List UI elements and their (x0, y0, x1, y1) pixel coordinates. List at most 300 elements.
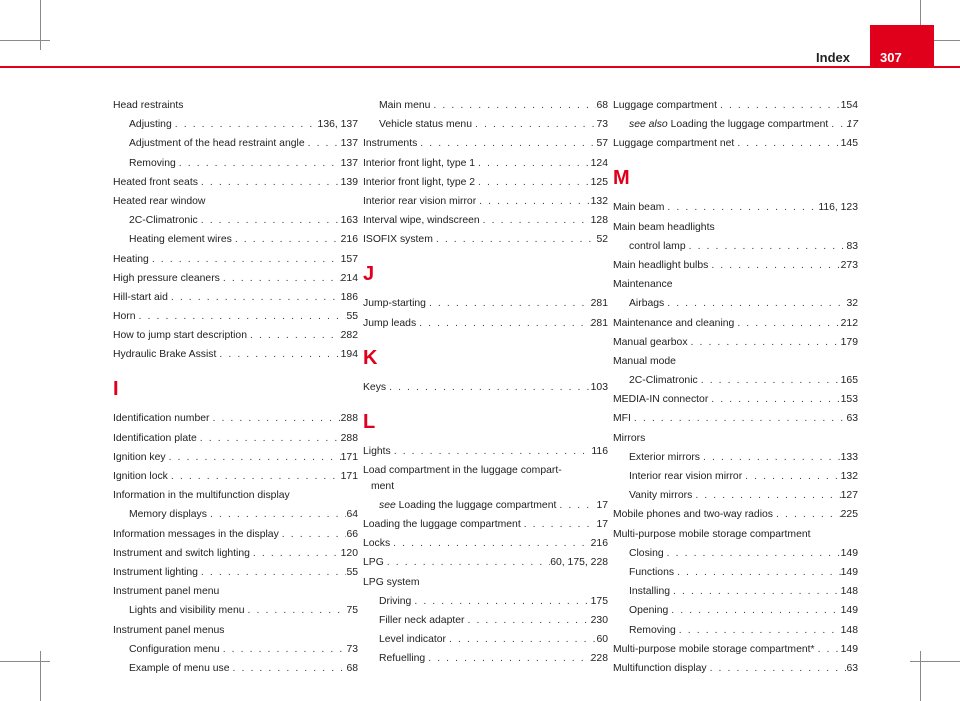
page-reference: 60, 175, 228 (550, 557, 608, 569)
entry-term (613, 316, 734, 332)
dot-leader (197, 431, 341, 447)
dot-leader (417, 136, 596, 152)
header-rule (0, 66, 960, 68)
index-entry (363, 98, 608, 114)
entry-term (613, 335, 688, 351)
entry-term (113, 309, 136, 325)
index-entry (363, 136, 608, 152)
entry-term (129, 156, 176, 172)
entry-term-text: Lights and visibility menu (129, 605, 245, 617)
entry-term-text: Heated front seats (113, 176, 198, 188)
page-reference: 148 (840, 586, 858, 598)
page-reference: 154 (840, 100, 858, 111)
dot-leader (198, 213, 341, 229)
dot-leader (279, 527, 347, 543)
index-entry (113, 328, 358, 344)
dot-leader (416, 316, 591, 332)
entry-term-text: Information messages in the display (113, 528, 279, 540)
entry-term (613, 661, 707, 677)
index-entry (113, 213, 358, 229)
entry-term-text: Adjustment of the head restraint angle (129, 138, 305, 150)
entry-term-text: Vanity mirrors (629, 490, 693, 502)
index-column-1 (113, 98, 358, 680)
entry-term-text: Loading the luggage compartment (363, 519, 521, 531)
entry-term-text: Loading the luggage compartment (398, 499, 557, 511)
page-reference: 165 (840, 375, 858, 387)
page-reference: 124 (590, 157, 608, 169)
dot-leader (166, 450, 341, 466)
index-entry (363, 651, 608, 667)
page-reference: 103 (590, 381, 608, 393)
entry-term (629, 450, 700, 466)
index-entry (363, 555, 608, 571)
entry-term (363, 316, 416, 332)
entry-term-text: Airbags (629, 298, 665, 310)
entry-term-text: ISOFIX system (363, 234, 433, 246)
dot-leader (674, 565, 841, 581)
entry-term (629, 584, 670, 600)
dot-leader (426, 296, 591, 312)
index-heading: Head restraints (113, 100, 184, 111)
dot-leader (425, 651, 590, 667)
dot-leader (664, 296, 846, 312)
entry-term-text: Vehicle status menu (379, 119, 472, 131)
entry-term-text: Jump leads (363, 317, 417, 329)
entry-term (379, 613, 464, 629)
dot-leader (198, 565, 347, 581)
dot-leader (686, 239, 847, 255)
index-entry (113, 290, 358, 306)
entry-term-text: Main menu (379, 100, 431, 111)
crop-mark (0, 661, 50, 662)
index-entry (113, 469, 358, 485)
dot-leader (556, 498, 596, 514)
dot-leader (250, 546, 341, 562)
page-reference: 55 (346, 311, 358, 323)
dot-leader (220, 642, 347, 658)
dot-leader (717, 98, 841, 114)
page-reference: 288 (340, 432, 358, 444)
page-reference: 128 (590, 215, 608, 227)
page-reference: 60 (596, 634, 608, 646)
entry-term-text: control lamp (629, 240, 686, 252)
dot-leader (198, 175, 341, 191)
section-letter: M (613, 167, 630, 190)
page-reference: 120 (340, 547, 358, 559)
entry-term-text: MFI (613, 413, 631, 425)
dot-leader (386, 380, 591, 396)
index-entry (613, 316, 858, 332)
entry-term (629, 603, 668, 619)
entry-term-text: Opening (629, 605, 669, 617)
index-entry (363, 194, 608, 210)
entry-term-text: Refuelling (379, 653, 426, 665)
dot-leader (391, 444, 592, 460)
entry-term (613, 98, 717, 114)
page-reference: 52 (596, 234, 608, 246)
entry-term-text: Lights (363, 445, 391, 457)
dot-leader (708, 392, 840, 408)
page-reference: 225 (840, 509, 858, 521)
page-reference: 175 (590, 595, 608, 607)
index-entry (613, 239, 858, 255)
index-entry (113, 309, 358, 325)
index-heading: Main beam headlights (613, 221, 715, 233)
entry-term (629, 239, 686, 255)
crop-mark (0, 40, 50, 41)
entry-term (629, 373, 698, 389)
index-heading (363, 463, 608, 495)
entry-term (379, 632, 446, 648)
entry-term-text: Jump-starting (363, 298, 426, 310)
entry-term (129, 232, 232, 248)
dot-leader (773, 507, 841, 523)
dot-leader (708, 258, 840, 274)
page-reference: 288 (340, 413, 358, 425)
dot-leader (480, 213, 591, 229)
entry-term-text: Maintenance and cleaning (613, 317, 735, 329)
entry-term (113, 175, 198, 191)
page-reference: 216 (590, 538, 608, 550)
index-entry (363, 517, 608, 533)
index-entry (113, 507, 358, 523)
dot-leader (168, 469, 341, 485)
index-entry (113, 175, 358, 191)
index-entry (363, 175, 608, 191)
entry-term-text: Ignition key (113, 451, 166, 463)
dot-leader (232, 232, 341, 248)
dot-leader (707, 661, 847, 677)
page-reference: 148 (840, 624, 858, 636)
dot-leader (521, 517, 597, 533)
entry-term (113, 565, 198, 581)
dot-leader (670, 584, 841, 600)
section-letter: L (363, 410, 376, 433)
index-entry (113, 527, 358, 543)
index-heading: Manual mode (613, 355, 676, 367)
entry-term (113, 527, 279, 543)
crop-mark (40, 0, 41, 50)
index-entry (113, 546, 358, 562)
dot-leader (149, 252, 341, 268)
entry-term (113, 347, 216, 363)
entry-term-text: Locks (363, 538, 391, 550)
crop-mark (910, 661, 960, 662)
page-reference: 57 (596, 138, 608, 150)
entry-term-text: Configuration menu (129, 643, 220, 655)
entry-term (629, 488, 692, 504)
entry-term (613, 392, 708, 408)
dot-leader (305, 136, 341, 152)
section-letter: J (363, 263, 375, 286)
index-heading-continuation: ment (371, 480, 395, 492)
entry-term (363, 232, 433, 248)
dot-leader (433, 232, 597, 248)
page-reference: 75 (346, 605, 358, 617)
index-entry (113, 156, 358, 172)
index-heading: Heated rear window (113, 195, 206, 207)
index-entry (113, 411, 358, 427)
index-entry (613, 584, 858, 600)
dot-leader (168, 290, 341, 306)
index-heading-line: Load compartment in the luggage compart- (363, 464, 562, 476)
entry-term (129, 117, 172, 133)
dot-leader (411, 594, 590, 610)
dot-leader (698, 373, 841, 389)
index-heading: Information in the multifunction display (113, 490, 290, 502)
dot-leader (664, 200, 818, 216)
index-entry (613, 507, 858, 523)
page-reference: 149 (840, 566, 858, 578)
page-reference: 157 (340, 253, 358, 265)
entry-term (363, 156, 475, 172)
entry-term-text: MEDIA-IN connector (613, 394, 709, 406)
index-entry (363, 594, 608, 610)
entry-term (363, 194, 476, 210)
index-entry (113, 565, 358, 581)
page-reference: 273 (840, 259, 858, 271)
dot-leader (464, 613, 590, 629)
entry-term-text: Hydraulic Brake Assist (113, 349, 217, 361)
index-entry (613, 296, 858, 312)
page-reference: 17 (846, 119, 858, 131)
index-entry (113, 347, 358, 363)
entry-term (613, 642, 815, 658)
entry-term-text: Multi-purpose mobile storage compartment* (613, 643, 815, 655)
entry-term-text: Installing (629, 586, 671, 598)
entry-term-text: Instrument lighting (113, 566, 198, 578)
entry-term (113, 328, 247, 344)
dot-leader (734, 136, 840, 152)
dot-leader (446, 632, 596, 648)
index-entry (363, 536, 608, 552)
index-heading: Mirrors (613, 432, 646, 444)
page-reference: 139 (340, 176, 358, 188)
page-reference: 186 (340, 291, 358, 303)
entry-term-text: Interior rear vision mirror (629, 471, 743, 482)
entry-term-text: Interval wipe, windscreen (363, 215, 480, 227)
entry-term-text: Identification plate (113, 432, 197, 444)
page-reference: 116, 123 (818, 202, 858, 214)
dot-leader (475, 175, 591, 191)
entry-term (613, 200, 664, 216)
entry-term (363, 296, 426, 312)
entry-term (363, 175, 475, 191)
index-entry (613, 335, 858, 351)
see-reference: see (379, 499, 396, 511)
index-entry (613, 450, 858, 466)
dot-leader (247, 328, 341, 344)
index-heading: Instrument panel menu (113, 586, 220, 598)
page-reference: 127 (840, 490, 858, 502)
page-reference: 63 (846, 662, 858, 674)
entry-term-text: Heating (113, 253, 149, 265)
entry-term (629, 469, 742, 485)
dot-leader (172, 117, 318, 133)
index-heading: Maintenance (613, 279, 673, 291)
entry-term-text: How to jump start description (113, 330, 247, 342)
page-number: 307 (880, 50, 902, 65)
page-reference: 171 (340, 451, 358, 463)
dot-leader (475, 156, 591, 172)
page-reference: 194 (340, 349, 358, 361)
entry-term (129, 642, 220, 658)
cross-reference-entry (613, 117, 858, 133)
entry-term-text: Main headlight bulbs (613, 259, 709, 271)
page-reference: 63 (846, 413, 858, 425)
dot-leader (390, 536, 591, 552)
entry-term (113, 546, 250, 562)
cross-reference-entry (363, 498, 608, 514)
entry-term-text: Horn (113, 311, 136, 323)
index-entry (613, 200, 858, 216)
index-entry (363, 296, 608, 312)
entry-term (363, 517, 521, 533)
entry-term-text: Heating element wires (129, 234, 232, 246)
page-reference: 149 (840, 643, 858, 655)
index-entry (613, 411, 858, 427)
index-entry (113, 136, 358, 152)
dot-leader (207, 507, 346, 523)
index-entry (613, 469, 858, 485)
page-reference: 125 (590, 176, 608, 188)
index-entry (363, 613, 608, 629)
entry-term-text: Identification number (113, 413, 210, 425)
page-reference: 171 (340, 471, 358, 482)
entry-term (129, 661, 230, 677)
index-entry (363, 213, 608, 229)
dot-leader (664, 546, 841, 562)
page-reference: 83 (846, 240, 858, 252)
entry-term (363, 444, 391, 460)
entry-term (613, 258, 708, 274)
crop-mark (40, 651, 41, 701)
dot-leader (828, 117, 846, 133)
entry-term (629, 117, 828, 133)
entry-term-text: 2C-Climatronic (129, 215, 198, 227)
entry-term-text: Memory displays (129, 509, 207, 521)
index-entry (113, 252, 358, 268)
index-entry (613, 373, 858, 389)
page-reference: 66 (346, 528, 358, 540)
page-reference: 132 (590, 195, 608, 207)
page-reference: 17 (596, 499, 608, 511)
entry-term (113, 290, 168, 306)
index-entry (363, 156, 608, 172)
entry-term (113, 469, 168, 485)
entry-term-text: Adjusting (129, 119, 172, 131)
entry-term (113, 450, 166, 466)
entry-term-text: Instruments (363, 138, 418, 150)
index-entry (113, 603, 358, 619)
index-entry (613, 98, 858, 114)
entry-term-text: Exterior mirrors (629, 451, 701, 463)
page-reference: 153 (840, 394, 858, 406)
entry-term (363, 213, 480, 229)
page-reference: 216 (340, 234, 358, 246)
index-entry (113, 431, 358, 447)
index-entry (113, 232, 358, 248)
entry-term (613, 411, 631, 427)
entry-term-text: Instrument and switch lighting (113, 547, 250, 559)
entry-term (113, 431, 197, 447)
entry-term-text: Removing (129, 157, 176, 169)
entry-term-text: Removing (629, 624, 676, 636)
dot-leader (742, 469, 840, 485)
entry-term (379, 98, 430, 114)
entry-term (613, 136, 734, 152)
dot-leader (176, 156, 341, 172)
index-entry (363, 232, 608, 248)
page-reference: 132 (840, 471, 858, 482)
index-entry (613, 661, 858, 677)
entry-term-text: Multifunction display (613, 662, 707, 674)
index-entry (613, 258, 858, 274)
entry-term-text: Level indicator (379, 634, 447, 646)
entry-term (129, 213, 198, 229)
index-entry (113, 661, 358, 677)
entry-term-text: Interior front light, type 1 (363, 157, 476, 169)
entry-term-text: Main beam (613, 202, 665, 214)
dot-leader (136, 309, 347, 325)
entry-term-text: Luggage compartment net (613, 138, 735, 150)
dot-leader (668, 603, 840, 619)
dot-leader (676, 623, 841, 639)
page-title: Index (816, 50, 850, 65)
page-reference: 136, 137 (317, 119, 358, 131)
dot-leader (216, 347, 340, 363)
entry-term (363, 380, 386, 396)
entry-term-text: LPG (363, 557, 384, 569)
entry-term (129, 507, 207, 523)
page-reference: 68 (346, 662, 358, 674)
page-reference: 281 (590, 317, 608, 329)
see-reference: see also (629, 119, 668, 131)
dot-leader (692, 488, 840, 504)
entry-term-text: Interior front light, type 2 (363, 176, 476, 188)
entry-term (129, 136, 305, 152)
dot-leader (688, 335, 841, 351)
index-entry (613, 565, 858, 581)
dot-leader (220, 271, 341, 287)
index-entry (613, 392, 858, 408)
entry-term-text: Keys (363, 381, 387, 393)
entry-term-text: Manual gearbox (613, 336, 688, 348)
index-column-2 (363, 98, 608, 671)
index-entry (113, 117, 358, 133)
entry-term (113, 252, 149, 268)
page-reference: 230 (590, 615, 608, 626)
index-entry (113, 271, 358, 287)
page-reference: 133 (840, 451, 858, 463)
entry-term (379, 651, 425, 667)
page-reference: 116 (591, 445, 608, 457)
index-entry (613, 603, 858, 619)
section-letter: I (113, 378, 119, 401)
index-heading: Multi-purpose mobile storage compartment (613, 528, 811, 540)
entry-term-text: Luggage compartment (613, 100, 717, 111)
entry-term-text: Loading the luggage compartment (670, 119, 829, 131)
entry-term-text: Filler neck adapter (379, 615, 465, 626)
dot-leader (472, 117, 596, 133)
page-reference: 68 (596, 100, 608, 111)
index-entry (613, 488, 858, 504)
page-reference: 137 (340, 138, 358, 150)
entry-term (629, 565, 674, 581)
index-entry (613, 136, 858, 152)
index-heading: Instrument panel menus (113, 624, 225, 636)
page-reference: 73 (596, 119, 608, 131)
